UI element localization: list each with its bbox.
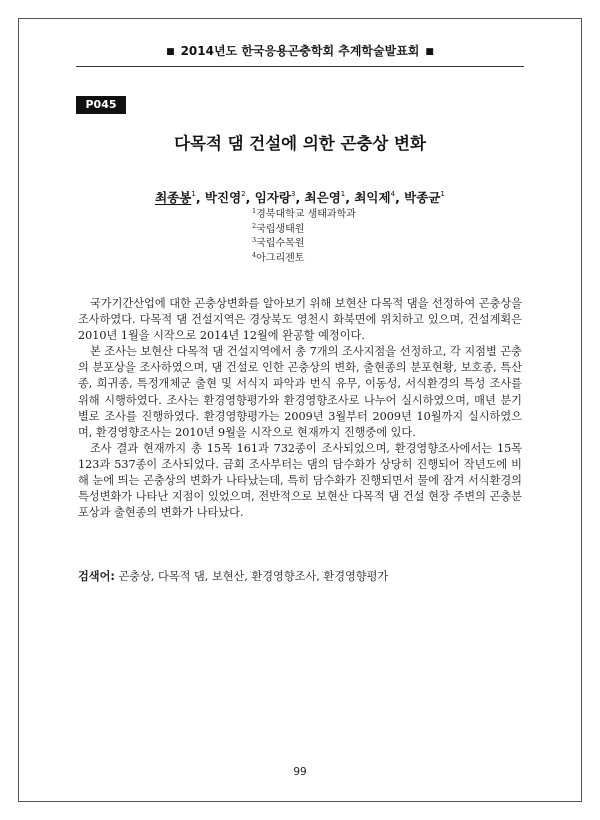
affiliation: $^4$아그리젠토 (252, 250, 305, 264)
abstract-paragraph: 국가기간산업에 대한 곤충상변화를 알아보기 위해 보현산 다목적 댐을 선정하여 곤충상을 조사하였다. 다목적 댐 건설지역은 경상북도 영천시 화북면에 위치하고 있으며, 건설계획은 2010년 1월을 시작으로 2014년 12월에 완공할 예정이다. (78, 297, 522, 343)
header-text: 2014년도 한국응용곤충학회 추계학술발표회 (180, 44, 420, 58)
author: 최은영$^1$, (304, 190, 355, 205)
keywords-label: 검색어: (78, 570, 115, 583)
author: 최익제$^4$, (354, 190, 405, 205)
paper-code-badge: P045 (76, 96, 126, 114)
header-marker-left: ■ (166, 47, 175, 57)
abstract-paragraph: 본 조사는 보현산 다목적 댐 건설지역에서 총 7개의 조사지점을 선정하고, 각 지점별 곤충의 분포상을 조사하였으며, 댐 건설로 인한 곤충상의 변화, 출현종의 분포현황, 보호종, 특산종, 희귀종, 특정개체군 출현 및 서식지 파악과 번식 유무, 이동성, 서식환경의 특성 조사를 위해 시행하였다. 조사는 환경영향평가와 환경영향조사로 나누어 실시하였으며, 매년 분기 별로 조사를 진행하였다. 환경영향평가는 2009년 3월부터 2009년 10월까지 실시하였으며, 환경영향조사는 2010년 9월을 시작으로 현재까지 진행중에 있다. (78, 345, 522, 439)
header-marker-right: ■ (425, 47, 434, 57)
keywords-line (78, 569, 522, 585)
paper-title: 다목적 댐 건설에 의한 곤충상 변화 (174, 134, 426, 153)
page-number: 99 (293, 766, 307, 778)
abstract-paragraph: 조사 결과 현재까지 총 15목 161과 732종이 조사되었으며, 환경영향조사에서는 15목 123과 537종이 조사되었다. 금회 조사부터는 댐의 담수화가 상당히 진행되어 작년도에 비해 눈에 띄는 곤충상의 변화가 나타났는데, 특히 담수화가 진행되면서 물에 잠겨 서식환경의 특성변화가 나타난 지점이 있었으며, 전반적으로 보현산 다목적 댐 건설 현장 주변의 곤충분포상과 출현종의 변화가 나타났다. (78, 441, 522, 520)
affiliation: $^2$국립생태원 (252, 221, 305, 235)
author: 박종균$^1$ (404, 190, 445, 205)
author-list (0, 188, 600, 206)
affiliation-list (252, 208, 356, 266)
running-header (0, 42, 600, 59)
keywords-value: 곤충상, 다목적 댐, 보현산, 환경영향조사, 환경영향평가 (118, 570, 389, 583)
author: 임자랑$^3$, (254, 190, 305, 205)
author: 박진영$^2$, (204, 190, 255, 205)
author-presenter: 최종봉$^1$, (155, 190, 205, 205)
affiliation: $^3$국립수목원 (252, 236, 305, 250)
abstract-body (78, 296, 522, 521)
header-rule (76, 66, 524, 67)
affiliation: $^1$경북대학교 생태과학과 (252, 207, 356, 220)
